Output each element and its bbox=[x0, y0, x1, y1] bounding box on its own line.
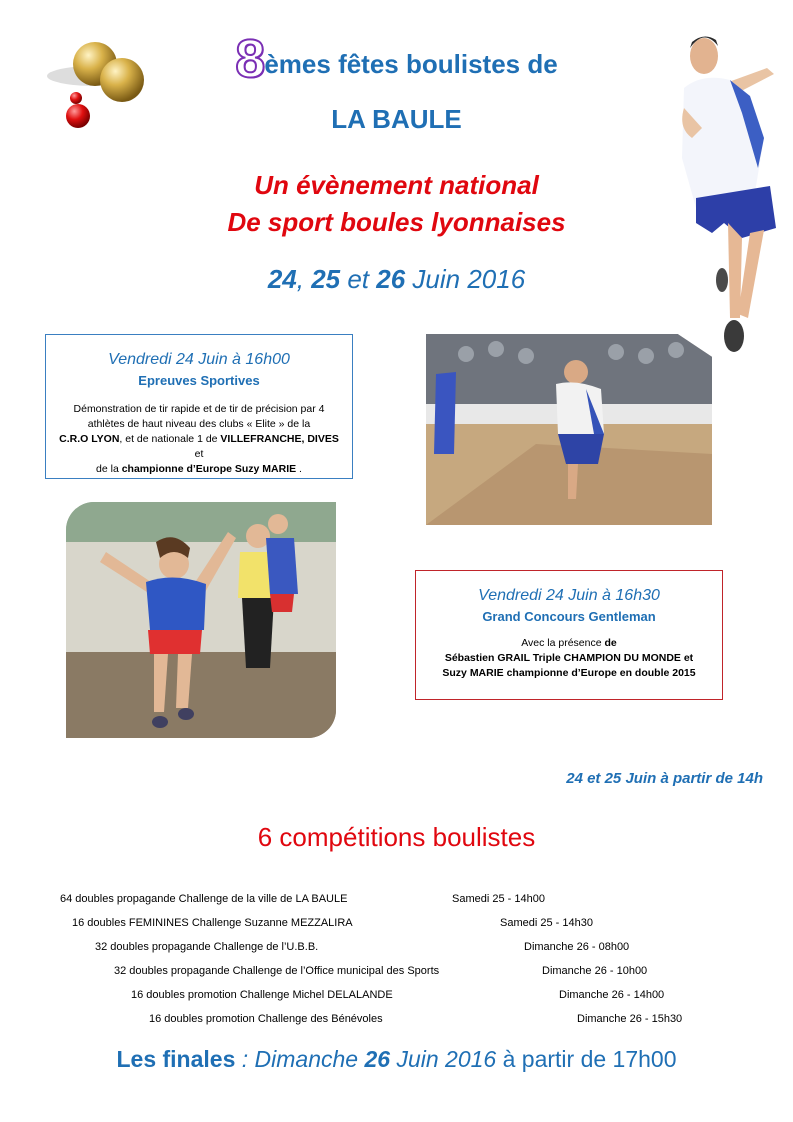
competition-time: Samedi 25 - 14h30 bbox=[500, 917, 593, 929]
box2-text: Avec la présence bbox=[521, 637, 605, 649]
competition-time: Dimanche 26 - 14h00 bbox=[559, 989, 665, 1001]
finals-colon: : bbox=[235, 1046, 255, 1072]
competition-time: Dimanche 26 - 10h00 bbox=[542, 965, 648, 977]
box2-text-bold: de bbox=[604, 637, 617, 649]
info-box-epreuves bbox=[45, 334, 353, 479]
finals-label: Les finales bbox=[116, 1046, 236, 1072]
finals-time: à partir de 17h00 bbox=[496, 1046, 677, 1072]
box1-champion: championne d’Europe Suzy MARIE bbox=[121, 463, 297, 475]
box1-text: et bbox=[194, 448, 204, 460]
box1-club: C.R.O LYON bbox=[59, 433, 120, 445]
finals-date: Juin 2016 bbox=[390, 1046, 497, 1072]
date-sep: et bbox=[340, 264, 377, 294]
box1-text: , et de nationale 1 de bbox=[119, 433, 221, 445]
box1-title: Epreuves Sportives bbox=[138, 373, 260, 388]
competition-time: Dimanche 26 - 15h30 bbox=[577, 1013, 683, 1025]
date-24: 24 bbox=[267, 264, 297, 294]
box1-text: de la bbox=[96, 463, 122, 475]
photo-female-players bbox=[66, 502, 336, 738]
player-photo bbox=[672, 18, 782, 358]
event-title-text: èmes fêtes boulistes de bbox=[264, 49, 558, 79]
event-subtitle-line1: Un évènement national bbox=[254, 170, 539, 200]
box1-text: Démonstration de tir rapide et de tir de précision par 4 athlètes de haut niveau des clubs « Elite » de la bbox=[73, 403, 325, 430]
finals-day: Dimanche bbox=[254, 1046, 365, 1072]
competition-time: Samedi 25 - 14h00 bbox=[452, 893, 545, 905]
competition-dates-note: 24 et 25 Juin à partir de 14h bbox=[566, 770, 763, 787]
photo-male-player bbox=[426, 334, 712, 525]
event-subtitle-line2: De sport boules lyonnaises bbox=[227, 207, 566, 237]
competition-label: 32 doubles propagande Challenge de l’U.B.B. bbox=[95, 941, 319, 953]
box2-title: Grand Concours Gentleman bbox=[482, 609, 656, 624]
box1-description bbox=[56, 402, 342, 477]
date-sep: , bbox=[296, 264, 312, 294]
box1-date: Vendredi 24 Juin à 16h00 bbox=[108, 351, 290, 368]
box2-champion-2: Suzy MARIE championne d’Europe en double 2015 bbox=[442, 667, 696, 679]
competition-label: 16 doubles FEMININES Challenge Suzanne MEZZALIRA bbox=[72, 917, 353, 929]
finals-date-number: 26 bbox=[364, 1046, 391, 1072]
event-city: LA BAULE bbox=[331, 104, 462, 134]
box1-clubs: VILLEFRANCHE, DIVES bbox=[220, 433, 339, 445]
date-month-year: Juin 2016 bbox=[405, 264, 526, 294]
box2-description bbox=[426, 636, 712, 681]
competition-label: 64 doubles propagande Challenge de la ville de LA BAULE bbox=[60, 893, 348, 905]
competitions-title: 6 compétitions boulistes bbox=[257, 822, 536, 852]
competition-label: 16 doubles promotion Challenge Michel DELALANDE bbox=[131, 989, 393, 1001]
competition-label: 16 doubles promotion Challenge des Bénévoles bbox=[149, 1013, 383, 1025]
edition-number: 8 bbox=[235, 29, 265, 89]
finals-line bbox=[0, 1046, 793, 1073]
date-25: 25 bbox=[311, 264, 341, 294]
info-box-gentleman bbox=[415, 570, 723, 700]
box1-text: . bbox=[296, 463, 302, 475]
competition-time: Dimanche 26 - 08h00 bbox=[524, 941, 630, 953]
competition-label: 32 doubles propagande Challenge de l’Office municipal des Sports bbox=[114, 965, 440, 977]
box2-champion-1: Sébastien GRAIL Triple CHAMPION DU MONDE et bbox=[444, 652, 694, 664]
date-26: 26 bbox=[376, 264, 406, 294]
box2-date: Vendredi 24 Juin à 16h30 bbox=[478, 587, 660, 604]
